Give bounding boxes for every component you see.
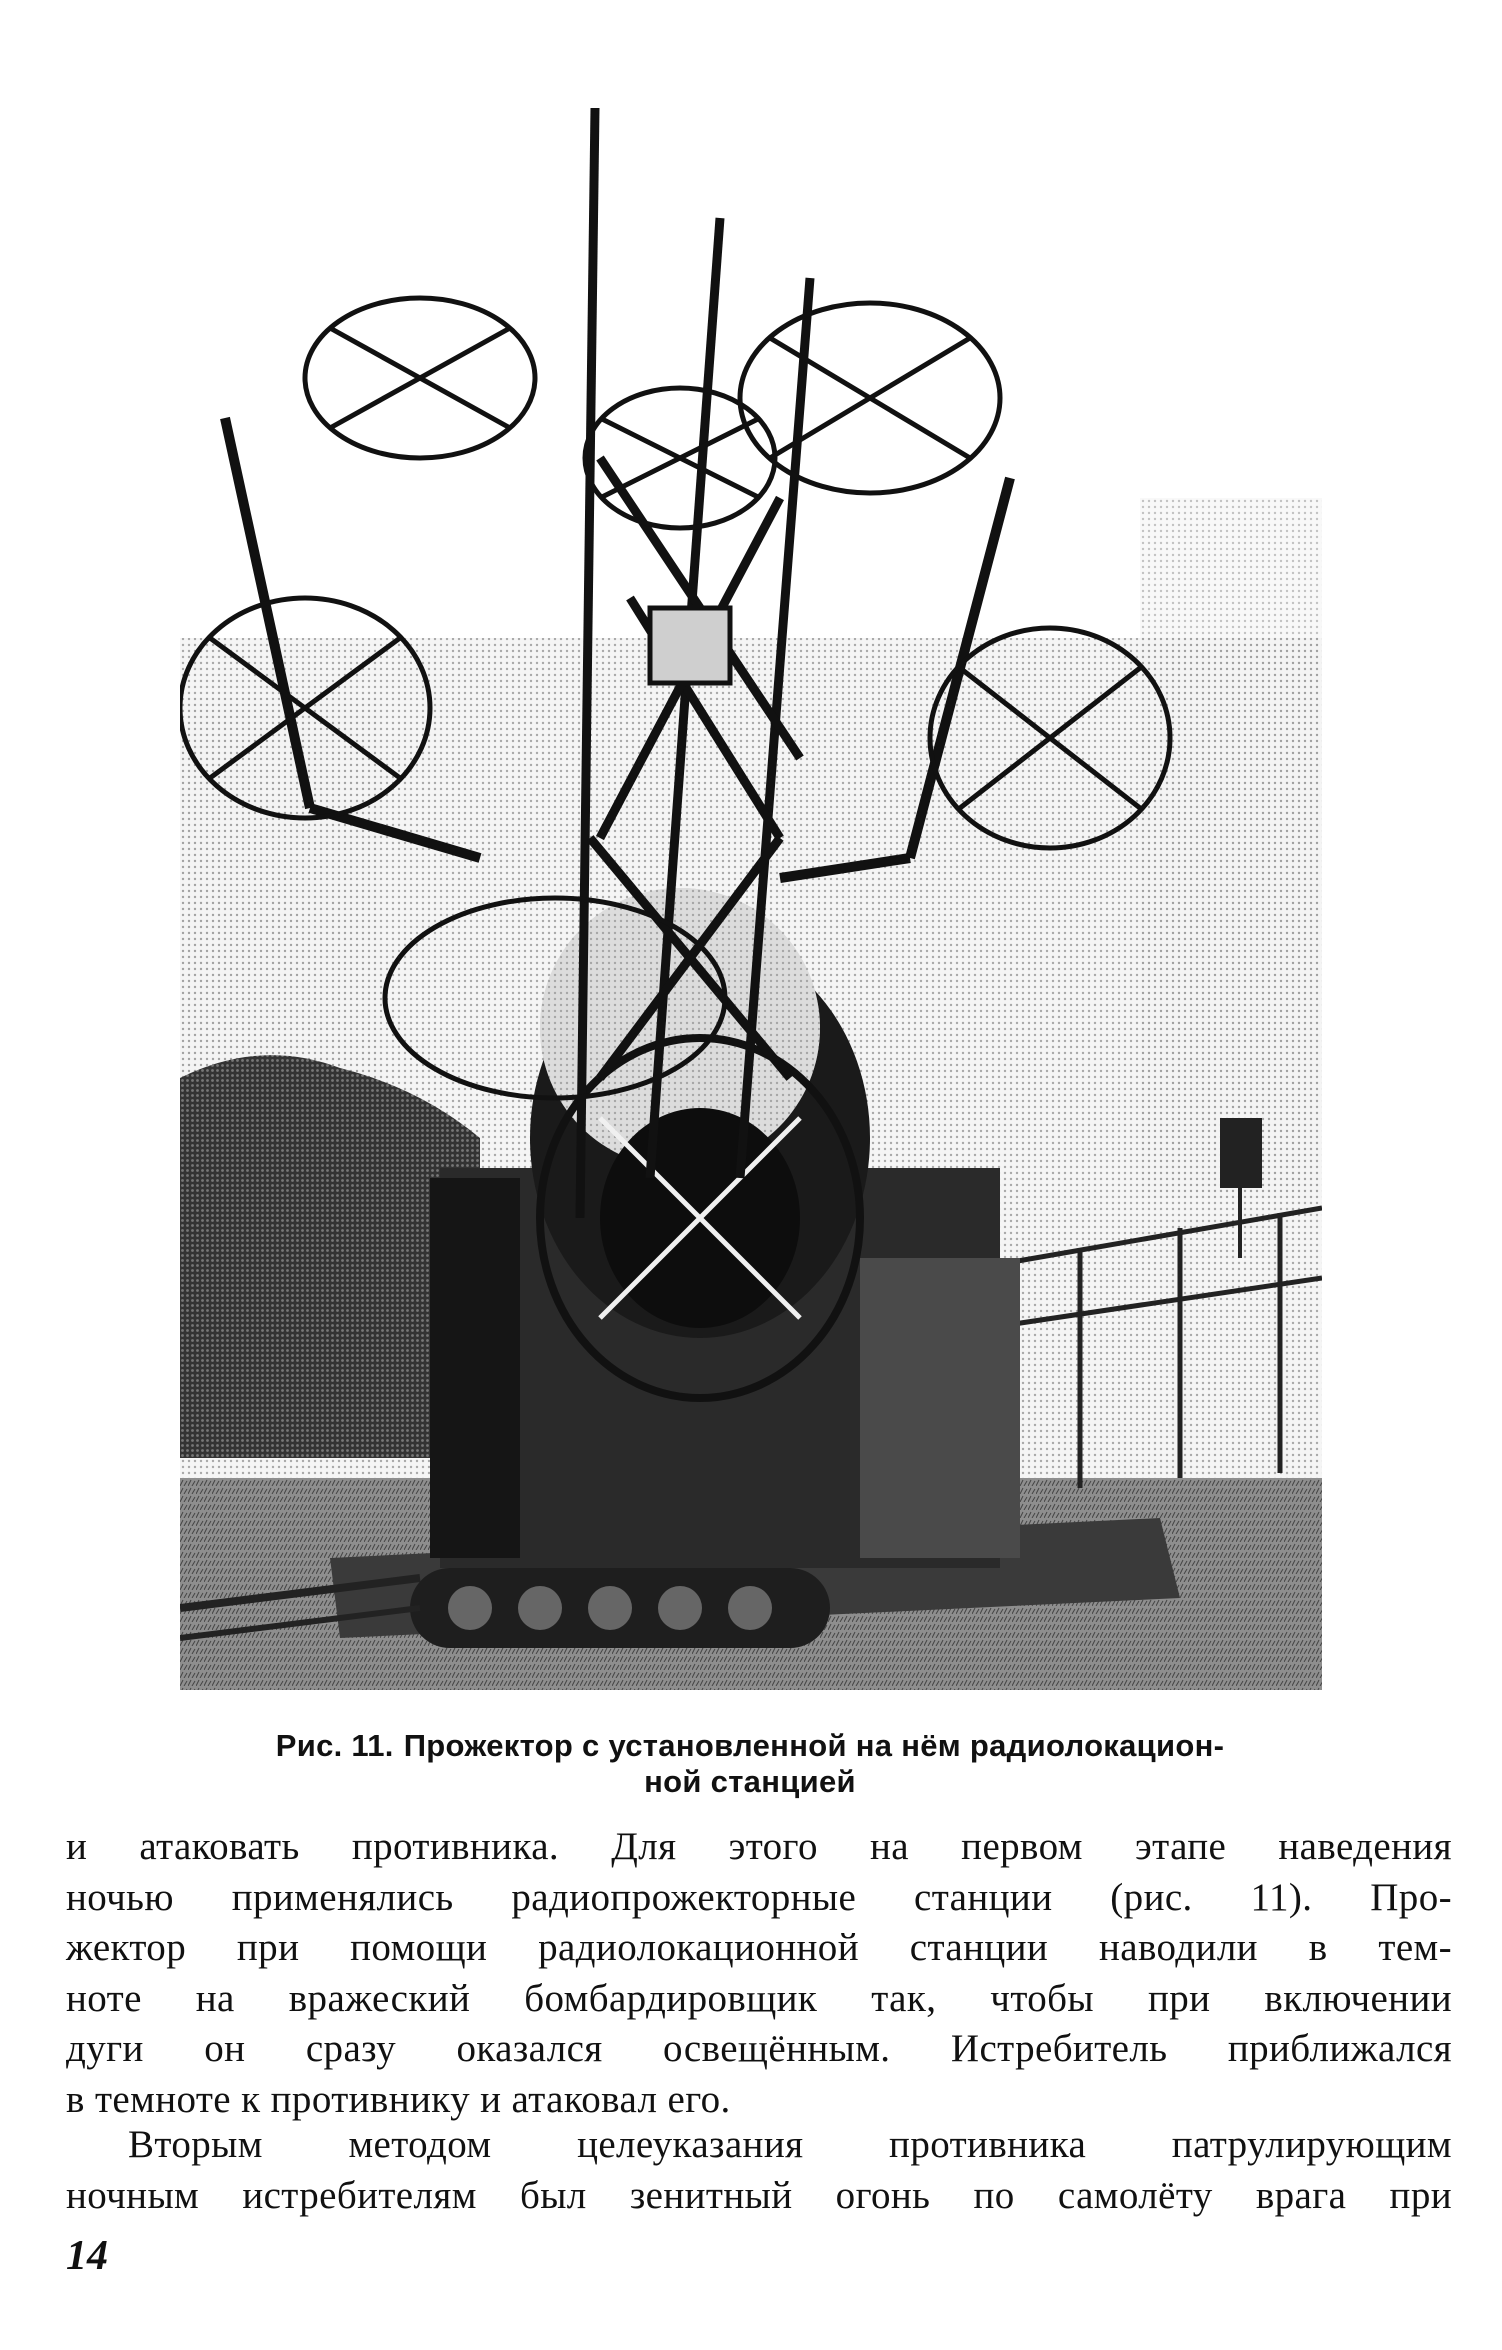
text-line: ночью применялись радиопрожекторные станции (рис. 11). Про- (66, 1875, 1452, 1919)
figure-caption (190, 1728, 1310, 1800)
page-number: 14 (66, 2233, 108, 2279)
caption-line-2: ной станцией (644, 1764, 856, 1799)
searchlight-radar-photo (180, 78, 1322, 1690)
text-line: ноте на вражеский бомбардировщик так, чтобы при включении (66, 1976, 1452, 2020)
text-line: жектор при помощи радиолокационной станции наводили в тем- (66, 1926, 1452, 1969)
paragraph-2 (66, 2120, 1452, 2221)
text-line: дуги он сразу оказался освещённым. Истребитель приближался (66, 2027, 1452, 2070)
text-line: и атаковать противника. Для этого на первом этапе наведения (66, 1825, 1452, 1868)
paragraph-1 (66, 1822, 1452, 2125)
text-line: Вторым методом целеуказания противника патрулирующим (128, 2123, 1452, 2166)
text-line: ночным истребителям был зенитный огонь по самолёту врага при (66, 2173, 1452, 2217)
figure-label: Рис. 11. (275, 1728, 394, 1763)
text-line: в темноте к противнику и атаковал его. (66, 2077, 731, 2121)
caption-line-1: Прожектор с установленной на нём радиолокацион- (403, 1728, 1225, 1763)
